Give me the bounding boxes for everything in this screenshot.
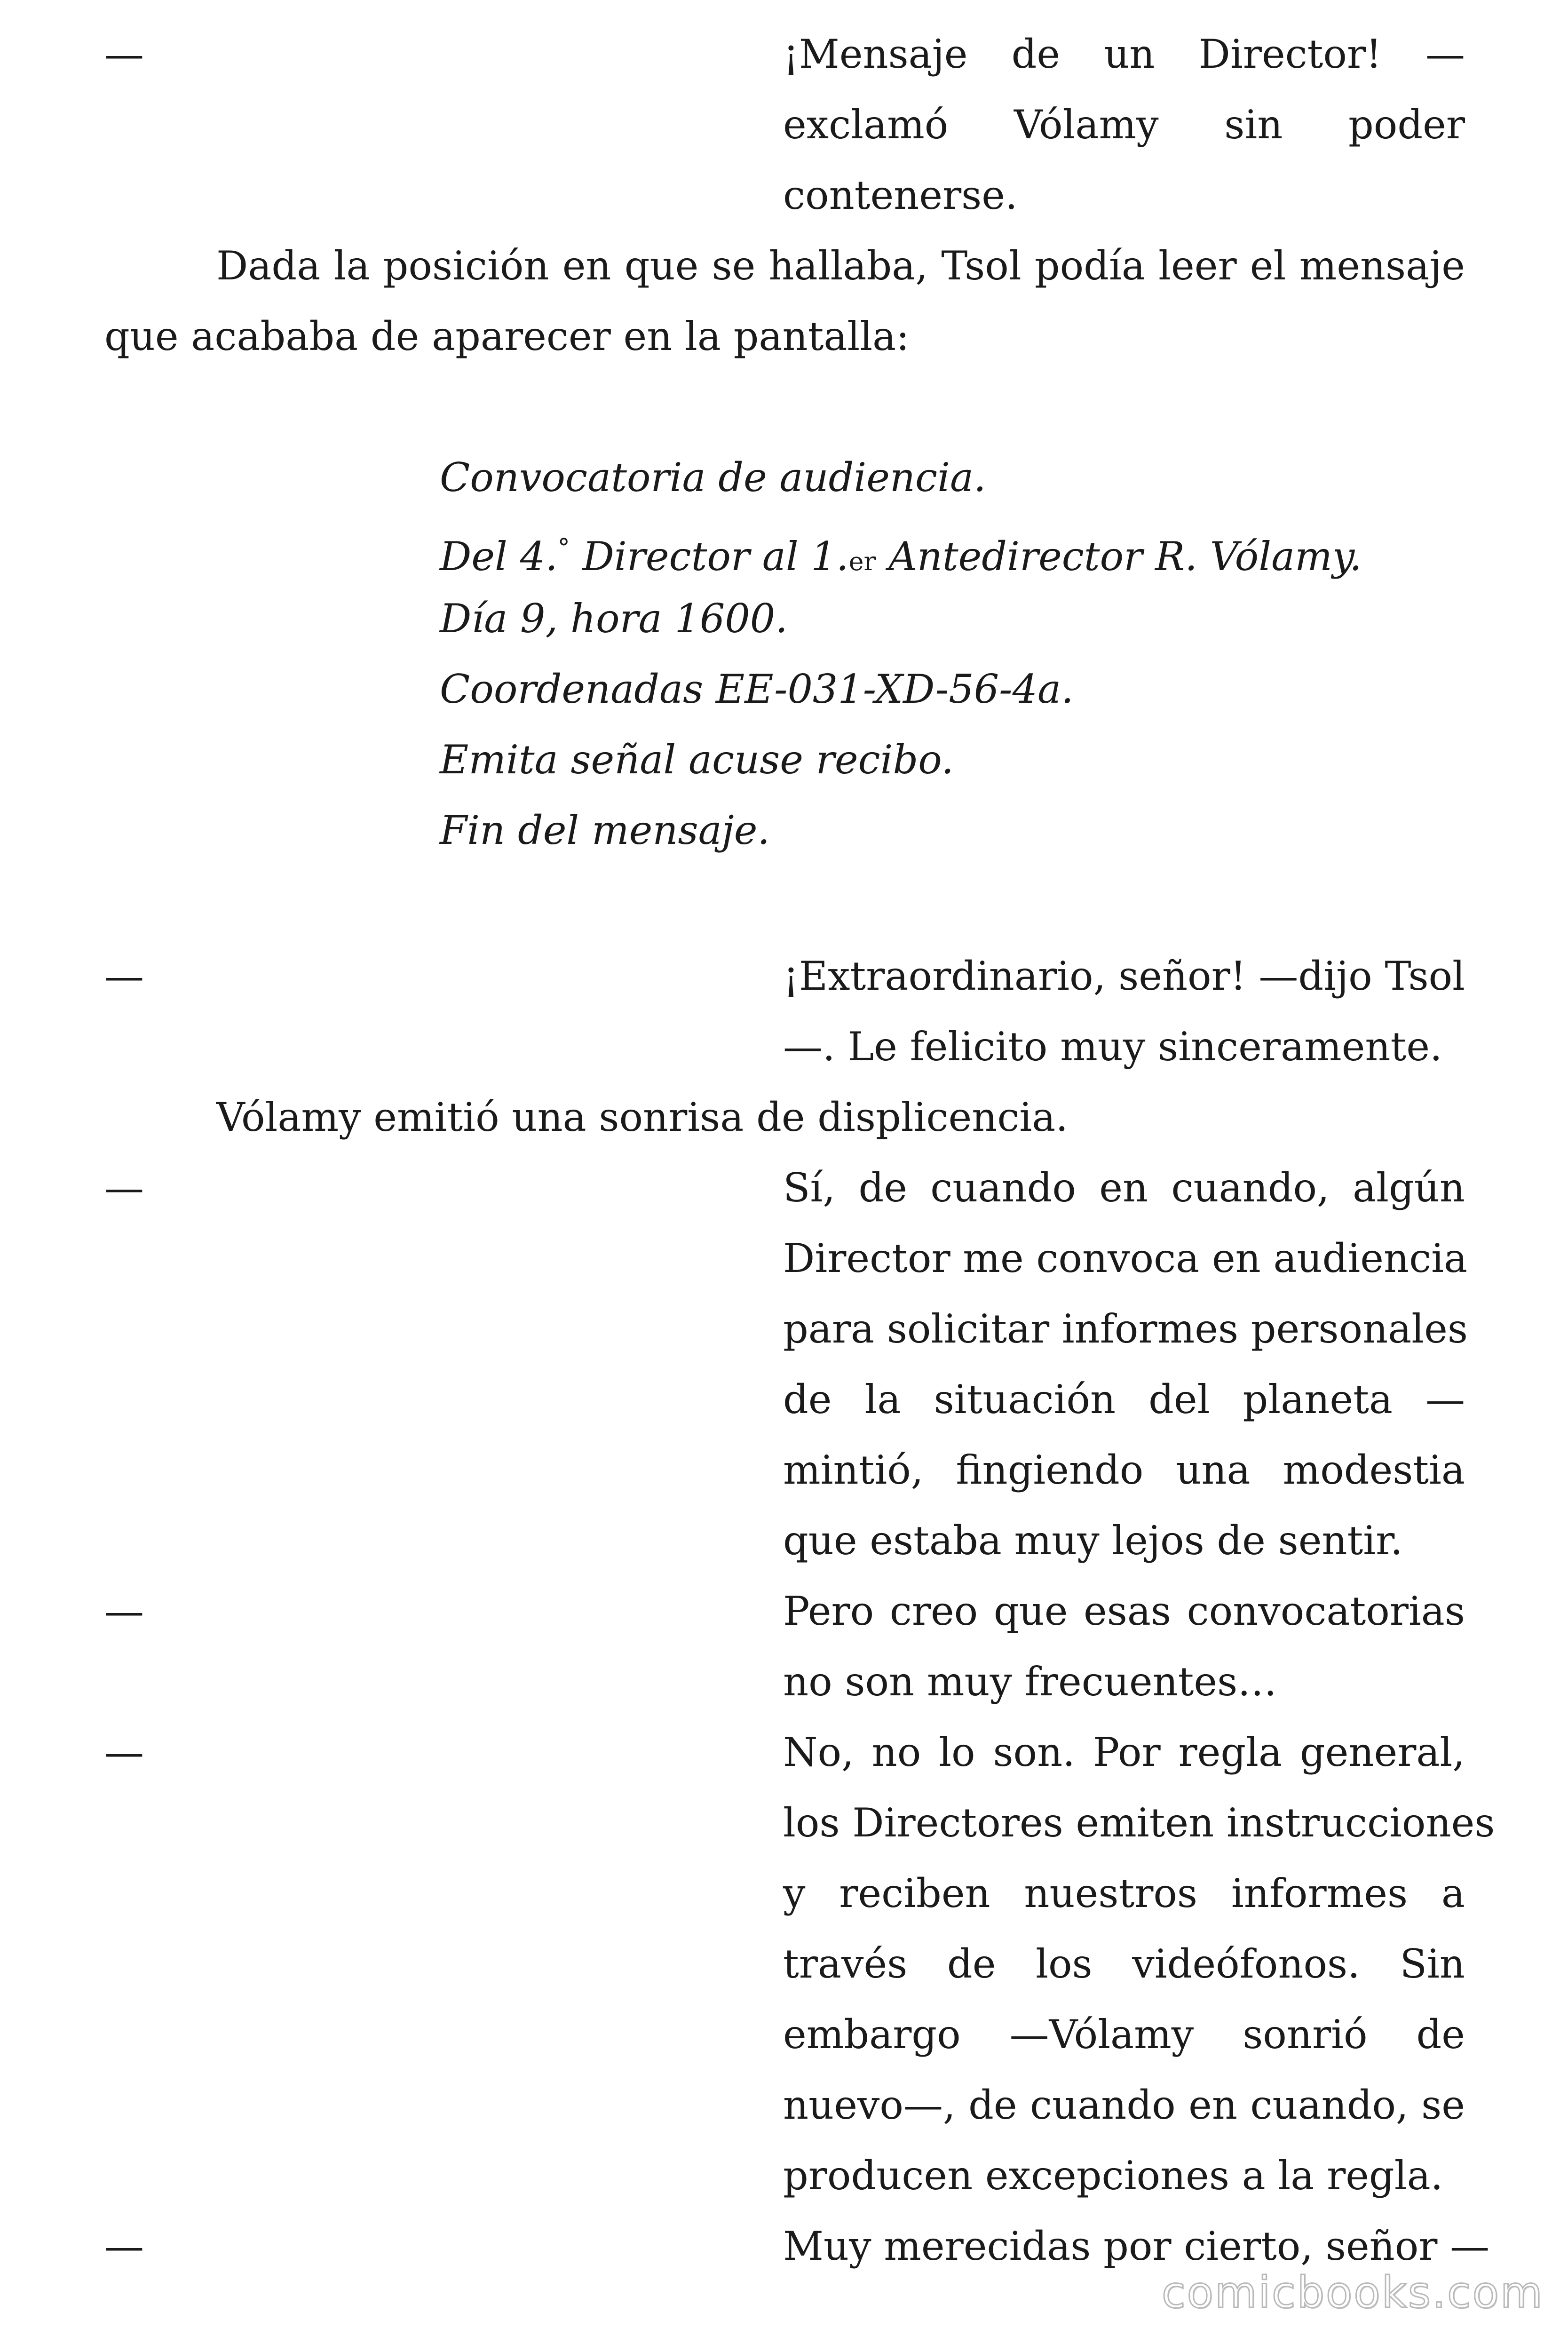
text-line: ¡Extraordinario, señor! —dijo Tsol	[783, 953, 1465, 999]
dialogue-dash: —	[104, 953, 144, 999]
text-line: mintió, fingiendo una modestia	[783, 1447, 1465, 1493]
text-line: Pero creo que esas convocatorias	[783, 1588, 1465, 1634]
message-line: Coordenadas EE-031-XD-56-4a.	[440, 666, 1074, 712]
dialogue-dash: —	[104, 2223, 144, 2269]
text-line: que estaba muy lejos de sentir.	[783, 1518, 1403, 1564]
message-text: Director al 1.	[570, 533, 849, 580]
dialogue-dash: —	[104, 1165, 144, 1211]
text-line: que acababa de aparecer en la pantalla:	[104, 313, 910, 359]
message-line: Fin del mensaje.	[440, 807, 770, 853]
text-line: Vólamy emitió una sonrisa de displicencia.	[216, 1094, 1069, 1140]
message-text: Del 4.	[440, 533, 558, 580]
message-line: Convocatoria de audiencia.	[440, 454, 986, 501]
text-line: No, no lo son. Por regla general,	[783, 1729, 1465, 1775]
text-line: Director me convoca en audiencia	[783, 1235, 1468, 1281]
text-line: y reciben nuestros informes a	[783, 1870, 1465, 1916]
watermark-logo: comicbooks.com	[1162, 2267, 1544, 2318]
narrative-paragraph	[104, 1082, 1465, 1152]
text-line: —. Le felicito muy sinceramente.	[783, 1024, 1442, 1070]
text-line: través de los videófonos. Sin	[783, 1941, 1465, 1987]
message-line: Emita señal acuse recibo.	[440, 737, 954, 783]
message-line: Día 9, hora 1600.	[440, 596, 788, 642]
narrative-paragraph	[104, 230, 1465, 372]
dialogue-dash: —	[104, 1588, 144, 1634]
message-text: Antedirector R. Vólamy.	[876, 533, 1362, 580]
text-line: de la situación del planeta —	[783, 1376, 1465, 1422]
text-line: Sí, de cuando en cuando, algún	[783, 1165, 1465, 1211]
text-line: nuevo—, de cuando en cuando, se	[783, 2082, 1465, 2128]
dialogue-block	[783, 1717, 1495, 2211]
dialogue-block	[783, 941, 1465, 1082]
text-line: contenerse.	[783, 172, 1018, 218]
message-line	[440, 513, 1362, 583]
text-line: Muy merecidas por cierto, señor —	[783, 2223, 1490, 2269]
dialogue-dash: —	[104, 31, 144, 77]
text-line: embargo —Vólamy sonrió de	[783, 2011, 1465, 2058]
screen-message	[440, 442, 1362, 866]
text-line: producen excepciones a la regla.	[783, 2153, 1443, 2199]
text-line: para solicitar informes personales	[783, 1306, 1468, 1352]
dialogue-block	[783, 1576, 1465, 1717]
ordinal-suffix: er	[848, 547, 876, 576]
ordinal-degree: °	[557, 534, 570, 562]
dialogue-dash: —	[104, 1729, 144, 1775]
text-line: los Directores emiten instrucciones	[783, 1800, 1495, 1846]
text-line: ¡Mensaje de un Director! —	[783, 31, 1465, 77]
dialogue-block	[783, 19, 1465, 230]
text-line: Dada la posición en que se hallaba, Tsol podía leer el mensaje	[216, 243, 1465, 289]
text-line: exclamó Vólamy sin poder	[783, 102, 1465, 148]
dialogue-block	[783, 1152, 1468, 1576]
text-line: no son muy frecuentes…	[783, 1659, 1277, 1705]
